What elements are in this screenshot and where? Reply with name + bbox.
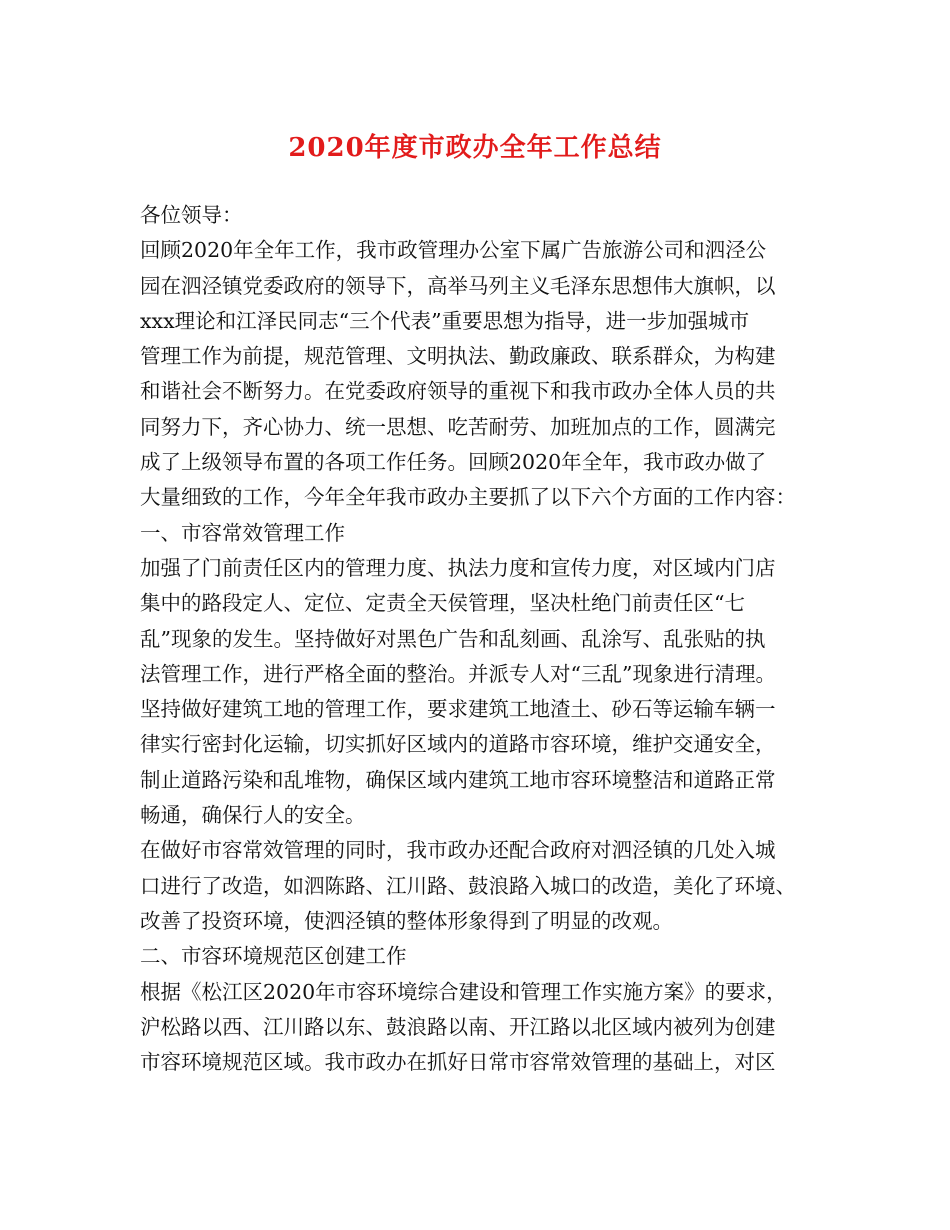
text-line: 大量细致的工作，今年全年我市政办主要抓了以下六个方面的工作内容： bbox=[140, 485, 796, 510]
text-line: 畅通，确保行人的安全。 bbox=[140, 803, 366, 828]
text-line: 同努力下，齐心协力、统一思想、吃苦耐劳、加班加点的工作，圆满完 bbox=[140, 414, 776, 439]
text-line: xxx理论和江泽民同志“三个代表”重要思想为指导，进一步加强城市 bbox=[140, 308, 750, 333]
document-body bbox=[140, 198, 830, 1080]
text-line: 集中的路段定人、定位、定责全天侯管理，坚决杜绝门前责任区“七 bbox=[140, 591, 745, 616]
text-line: 市容环境规范区域。我市政办在抓好日常市容常效管理的基础上，对区 bbox=[140, 1050, 776, 1075]
text-line: 一、市容常效管理工作 bbox=[140, 520, 345, 545]
text-line: 坚持做好建筑工地的管理工作，要求建筑工地渣土、砂石等运输车辆一 bbox=[140, 697, 776, 722]
text-line: 园在泗泾镇党委政府的领导下，高举马列主义毛泽东思想伟大旗帜，以 bbox=[140, 273, 776, 298]
text-line: 各位领导： bbox=[140, 203, 243, 227]
text-line: 口进行了改造，如泗陈路、江川路、鼓浪路入城口的改造，美化了环境、 bbox=[140, 873, 796, 898]
text-line: 在做好市容常效管理的同时，我市政办还配合政府对泗泾镇的几处入城 bbox=[140, 838, 776, 863]
text-line: 沪松路以西、江川路以东、鼓浪路以南、开江路以北区域内被列为创建 bbox=[140, 1014, 776, 1039]
text-line: 二、市容环境规范区创建工作 bbox=[140, 944, 407, 969]
text-line: 回顾2020年全年工作，我市政管理办公室下属广告旅游公司和泗泾公 bbox=[140, 238, 767, 263]
text-line: 乱”现象的发生。坚持做好对黑色广告和乱刻画、乱涂写、乱张贴的执 bbox=[140, 626, 766, 651]
document-title: 2020年度市政办全年工作总结 bbox=[288, 133, 662, 163]
text-line: 加强了门前责任区内的管理力度、执法力度和宣传力度，对区域内门店 bbox=[140, 555, 776, 580]
text-line: 律实行密封化运输，切实抓好区域内的道路市容环境，维护交通安全， bbox=[140, 732, 776, 757]
text-line: 制止道路污染和乱堆物，确保区域内建筑工地市容环境整洁和道路正常 bbox=[140, 767, 776, 792]
text-line: 成了上级领导布置的各项工作任务。回顾2020年全年，我市政办做了 bbox=[140, 450, 767, 475]
text-line: 根据《松江区2020年市容环境综合建设和管理工作实施方案》的要求， bbox=[140, 979, 787, 1004]
text-line: 法管理工作，进行严格全面的整治。并派专人对“三乱”现象进行清理。 bbox=[140, 661, 776, 686]
text-line: 和谐社会不断努力。在党委政府领导的重视下和我市政办全体人员的共 bbox=[140, 379, 776, 404]
text-line: 改善了投资环境，使泗泾镇的整体形象得到了明显的改观。 bbox=[140, 908, 673, 933]
text-line: 管理工作为前提，规范管理、文明执法、勤政廉政、联系群众，为构建 bbox=[140, 344, 776, 369]
